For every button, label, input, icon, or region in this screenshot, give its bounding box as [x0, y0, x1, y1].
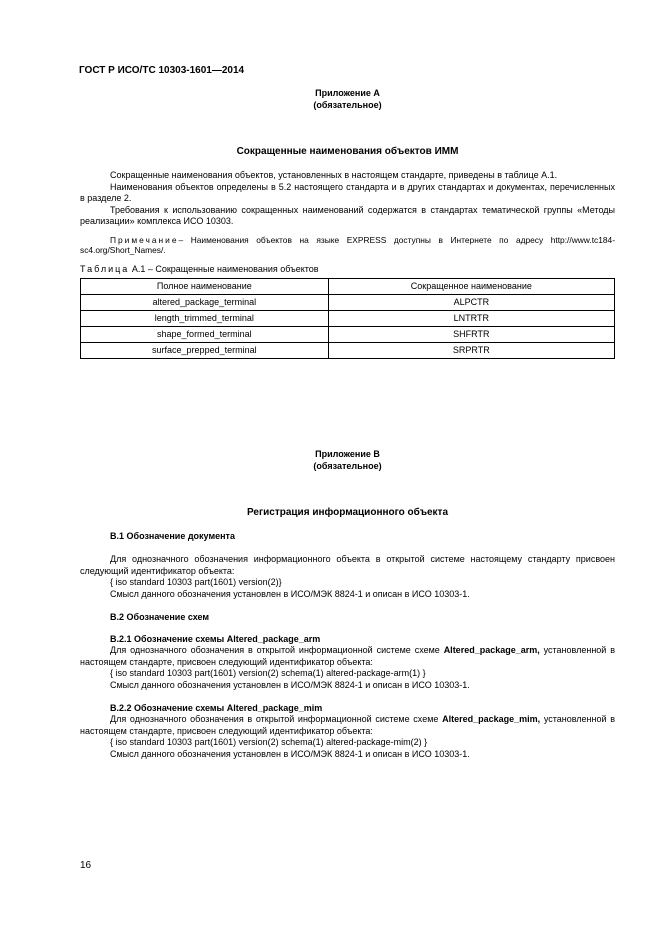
table-row	[81, 327, 615, 343]
appendix-b-title: Приложение В	[315, 449, 380, 459]
short-names-table	[80, 278, 615, 359]
note-text: – Наименования объектов на языке EXPRESS доступны в Интернете по адресу http://www.tc184-sc4.org/Short_Names/.	[80, 234, 615, 255]
table-cell: surface_prepped_terminal	[81, 343, 329, 359]
table-caption	[80, 264, 319, 276]
table-caption-label: Таблица	[80, 264, 130, 274]
appendix-b-status: (обязательное)	[313, 461, 382, 471]
column-header-short-name: Сокращенное наименование	[328, 279, 614, 295]
paragraph: Сокращенные наименования объектов, установленных в настоящем стандарте, приведены в таблице А.1.	[110, 170, 558, 180]
appendix-a-heading: Сокращенные наименования объектов ИММ	[236, 146, 459, 157]
paragraph: Наименования объектов определены в 5.2 настоящего стандарта и в других стандартах и документах, перечисленных в разделе 2.	[80, 181, 615, 203]
table-header-row	[81, 279, 615, 295]
column-header-full-name: Полное наименование	[81, 279, 329, 295]
table-cell: shape_formed_terminal	[81, 327, 329, 343]
section-b22-body	[80, 714, 615, 760]
table-row	[81, 295, 615, 311]
appendix-a-title: Приложение А	[315, 88, 380, 98]
object-identifier: { iso standard 10303 part(1601) version(2)}	[110, 577, 282, 587]
paragraph	[80, 645, 615, 668]
section-b22-heading: В.2.2 Обозначение схемы Altered_package_mim	[110, 703, 323, 713]
page-number: 16	[80, 860, 92, 871]
section-b21-heading: В.2.1 Обозначение схемы Altered_package_arm	[110, 634, 321, 644]
table-row	[81, 343, 615, 359]
paragraph: Смысл данного обозначения установлен в ИСО/МЭК 8824-1 и описан в ИСО 10303-1.	[110, 748, 470, 759]
table-row	[81, 311, 615, 327]
appendix-b-heading: Регистрация информационного объекта	[246, 507, 449, 518]
text-span: установленной в настоящем стандарте, присвоен следующий идентификатор объекта:	[80, 645, 615, 667]
table-cell: ALPCTR	[328, 295, 614, 311]
paragraph: Смысл данного обозначения установлен в ИСО/МЭК 8824-1 и описан в ИСО 10303-1.	[110, 679, 470, 690]
text-span: Для однозначного обозначения в открытой информационной системе схеме	[110, 645, 444, 655]
object-identifier: { iso standard 10303 part(1601) version(2) schema(1) altered-package-mim(2) }	[110, 737, 428, 747]
paragraph	[80, 714, 615, 737]
paragraph: Смысл данного обозначения установлен в ИСО/МЭК 8824-1 и описан в ИСО 10303-1.	[110, 588, 470, 599]
section-b1-heading: В.1 Обозначение документа	[110, 531, 235, 541]
note	[80, 235, 615, 256]
schema-name: Altered_package_arm,	[443, 645, 540, 655]
section-b1-body	[80, 554, 615, 600]
table-caption-text: А.1 – Сокращенные наименования объектов	[131, 264, 319, 274]
table-cell: LNTRTR	[328, 311, 614, 327]
text-span: установленной в настоящем стандарте, присвоен следующий идентификатор объекта:	[80, 714, 615, 736]
table-cell: altered_package_terminal	[81, 295, 329, 311]
appendix-a-status: (обязательное)	[313, 100, 382, 110]
table-cell: length_trimmed_terminal	[81, 311, 329, 327]
section-b21-body	[80, 645, 615, 691]
table-cell: SHFRTR	[328, 327, 614, 343]
table-cell: SRPRTR	[328, 343, 614, 359]
document-header: ГОСТ Р ИСО/ТС 10303-1601—2014	[79, 65, 245, 76]
object-identifier: { iso standard 10303 part(1601) version(2) schema(1) altered-package-arm(1) }	[110, 668, 426, 678]
schema-name: Altered_package_mim,	[442, 714, 541, 724]
section-b2-heading: В.2 Обозначение схем	[110, 612, 210, 622]
paragraph: Требования к использованию сокращенных наименований содержатся в стандартах тематической группы «Методы реализации» комплекса ИСО 10303.	[80, 204, 615, 226]
note-label: Примечание	[110, 234, 179, 245]
text-span: Для однозначного обозначения в открытой информационной системе схеме	[110, 714, 443, 724]
appendix-a-body	[80, 170, 615, 256]
paragraph: Для однозначного обозначения информационного объекта в открытой системе настоящему стандарту присвоен следующий идентификатор объекта:	[80, 554, 615, 576]
